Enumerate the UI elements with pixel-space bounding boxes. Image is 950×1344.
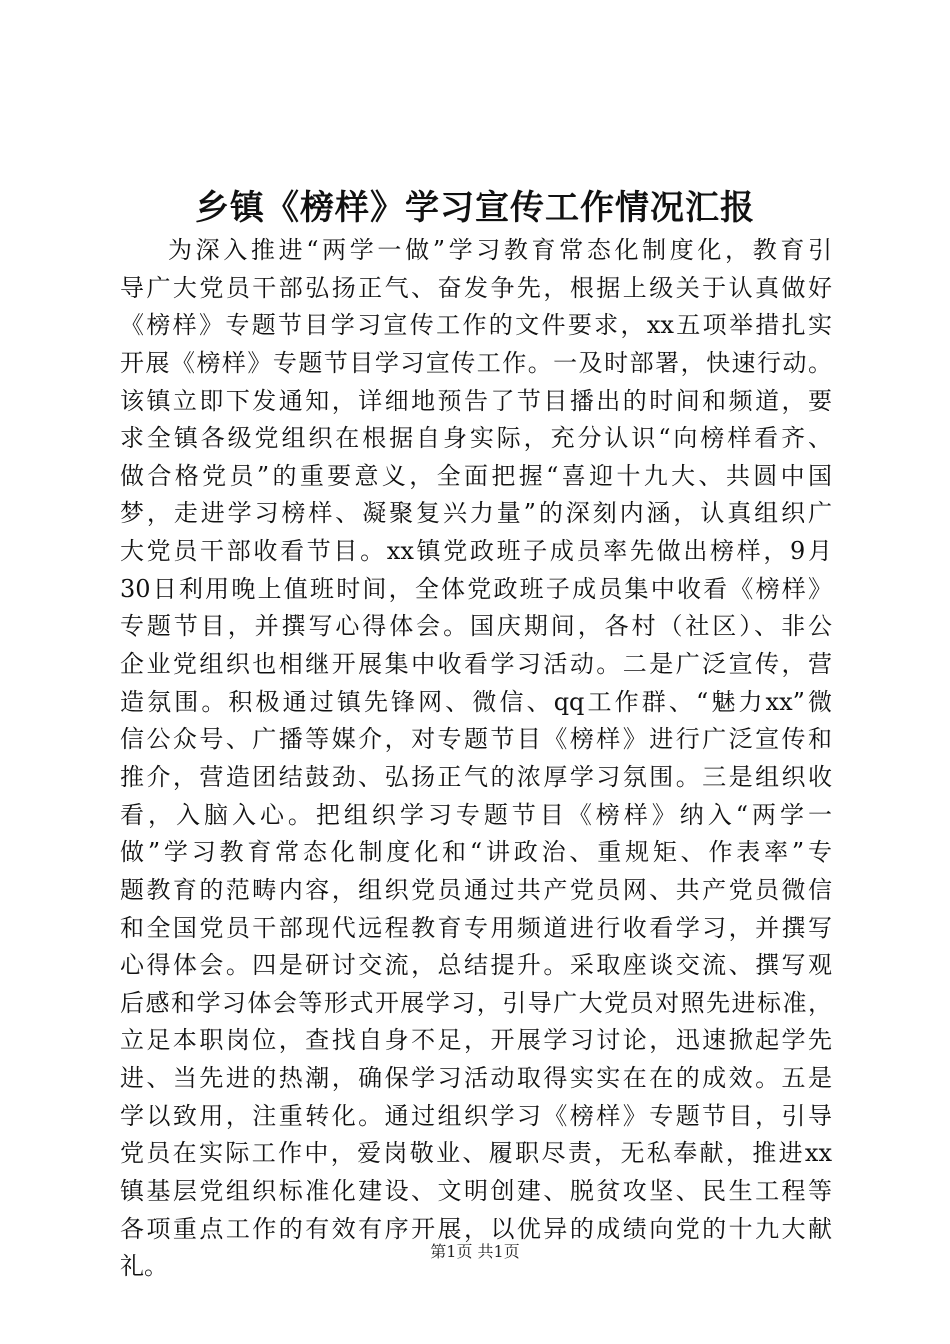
body-line: 该镇立即下发通知，详细地预告了节目播出的时间和频道，要 [120, 386, 832, 415]
body-paragraph [120, 232, 832, 1286]
body-line: 立足本职岗位，查找自身不足，开展学习讨论，迅速掀起学先 [120, 1026, 832, 1055]
body-line: 镇基层党组织标准化建设、文明创建、脱贫攻坚、民生工程等 [120, 1177, 832, 1206]
body-line: 梦，走进学习榜样、凝聚复兴力量”的深刻内涵，认真组织广 [120, 499, 832, 528]
body-line: 后感和学习体会等形式开展学习，引导广大党员对照先进标准， [120, 988, 832, 1017]
body-line: 大党员干部收看节目。xx镇党政班子成员率先做出榜样，9月 [120, 537, 832, 566]
body-line: 做”学习教育常态化制度化和“讲政治、重规矩、作表率”专 [120, 838, 832, 867]
body-line: 为深入推进“两学一做”学习教育常态化制度化，教育引 [168, 236, 832, 264]
body-line: 题教育的范畴内容，组织党员通过共产党员网、共产党员微信 [120, 875, 832, 904]
body-line: 进、当先进的热潮，确保学习活动取得实实在在的成效。五是 [120, 1064, 832, 1093]
body-line: 专题节目，并撰写心得体会。国庆期间，各村（社区）、非公 [120, 612, 832, 641]
body-line: 《榜样》专题节目学习宣传工作的文件要求，xx五项举措扎实 [120, 311, 832, 340]
body-line: 推介，营造团结鼓劲、弘扬正气的浓厚学习氛围。三是组织收 [120, 762, 832, 791]
body-line: 信公众号、广播等媒介，对专题节目《榜样》进行广泛宣传和 [120, 725, 832, 754]
body-line: 开展《榜样》专题节目学习宣传工作。一及时部署，快速行动。 [120, 348, 832, 377]
body-line: 造氛围。积极通过镇先锋网、微信、qq工作群、“魅力xx”微 [120, 687, 832, 716]
body-line: 学以致用，注重转化。通过组织学习《榜样》专题节目，引导 [120, 1101, 832, 1130]
body-line: 党员在实际工作中，爱岗敬业、履职尽责，无私奉献，推进xx [120, 1139, 832, 1168]
body-line: 企业党组织也相继开展集中收看学习活动。二是广泛宣传，营 [120, 650, 832, 679]
body-line: 30日利用晚上值班时间，全体党政班子成员集中收看《榜样》 [120, 574, 832, 603]
body-line: 导广大党员干部弘扬正气、奋发争先，根据上级关于认真做好 [120, 273, 832, 302]
body-line: 看，入脑入心。把组织学习专题节目《榜样》纳入“两学一 [120, 800, 832, 829]
body-line: 做合格党员”的重要意义，全面把握“喜迎十九大、共圆中国 [120, 461, 832, 490]
body-line: 礼。 [120, 1252, 168, 1281]
body-line: 和全国党员干部现代远程教育专用频道进行收看学习，并撰写 [120, 913, 832, 942]
page-footer: 第1页 共1页 [430, 1242, 520, 1261]
body-line: 各项重点工作的有效有序开展，以优异的成绩向党的十九大献 [120, 1214, 832, 1243]
document-title: 乡镇《榜样》学习宣传工作情况汇报 [195, 188, 755, 228]
body-line: 求全镇各级党组织在根据自身实际，充分认识“向榜样看齐、 [120, 424, 832, 453]
body-line: 心得体会。四是研讨交流，总结提升。采取座谈交流、撰写观 [120, 951, 832, 980]
